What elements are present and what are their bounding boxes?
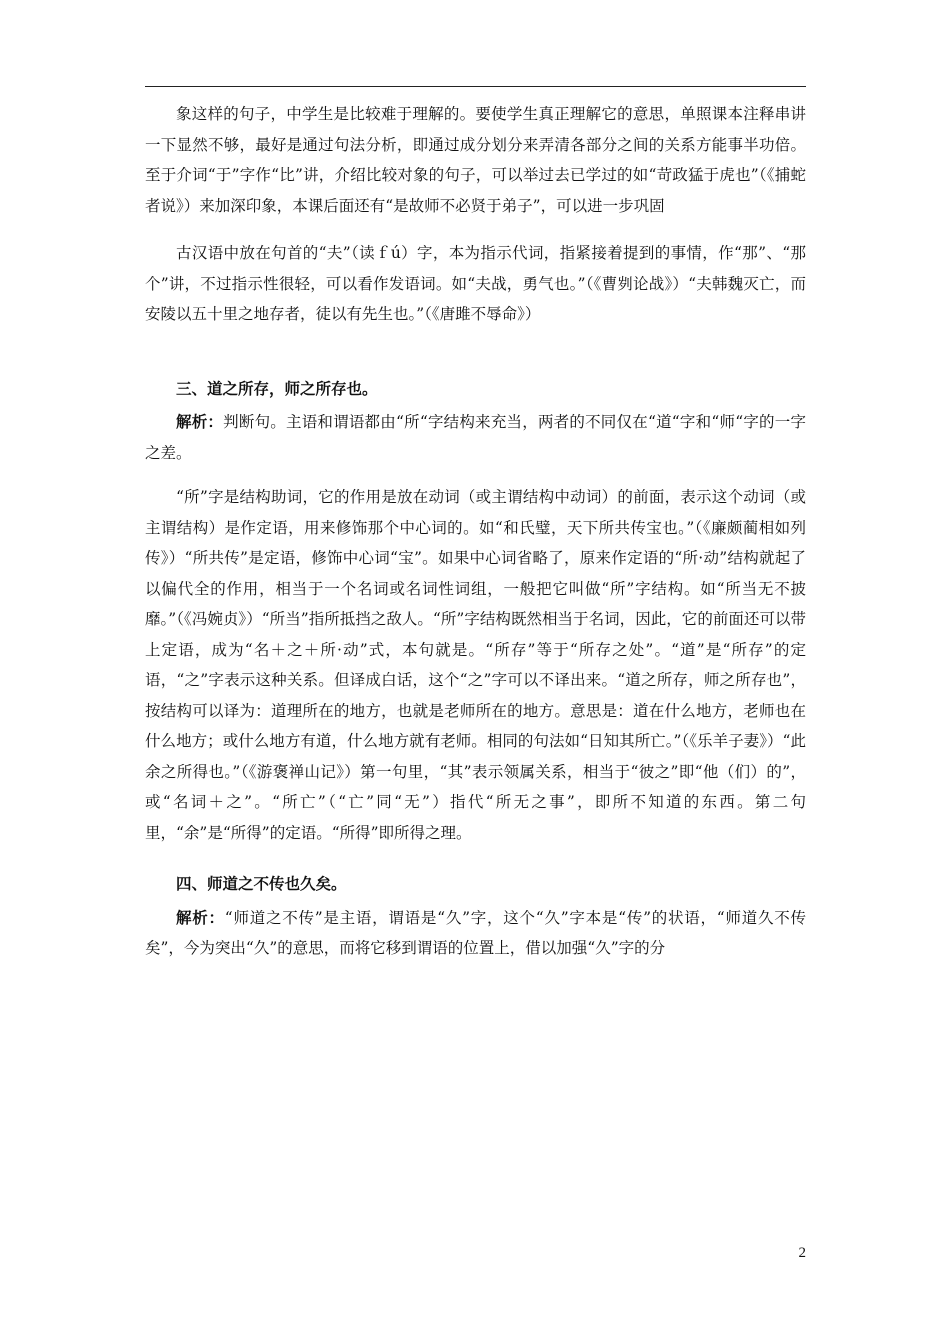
section-heading-4: 四、师道之不传也久矣。 xyxy=(176,874,347,893)
analysis-label: 解析： xyxy=(176,412,224,431)
analysis-3 xyxy=(145,407,806,468)
paragraph-analysis-intro: 象这样的句子，中学生是比较难于理解的。要使学生真正理解它的意思，单照课本注释串讲一下显然不够，最好是通过句法分析，即通过成分划分来弄清各部分之间的关系方能事半功倍。至于介词“于”字作“比”讲，介绍比较对象的句子，可以举过去已学过的如“苛政猛于虎也”（《捕蛇者说》）来加深印象，本课后面还有“是故师不必贤于弟子”，可以进一步巩固 xyxy=(145,105,806,215)
section-heading-3: 三、道之所存，师之所存也。 xyxy=(176,378,378,398)
analysis-label: 解析： xyxy=(176,907,225,927)
analysis-4 xyxy=(145,903,806,964)
analysis-text: “师道之不传”是主语，谓语是“久”字，这个“久”字本是“传”的状语，“师道久不传矣”，今为突出“久”的意思，而将它移到谓语的位置上，借以加强“久”字的分 xyxy=(145,908,806,957)
header-rule xyxy=(145,86,806,87)
document-body xyxy=(145,99,806,964)
analysis-text: 判断句。主语和谓语都由“所“字结构来充当，两者的不同仅在“道“字和“师“字的一字之差。 xyxy=(145,413,806,462)
paragraph-suo-structure: “所”字是结构助词，它的作用是放在动词（或主谓结构中动词）的前面，表示这个动词（或主谓结构）是作定语，用来修饰那个中心词的。如“和氏璧，天下所共传宝也。”（《廉颇蔺相如列传》）“所共传”是定语，修饰中心词“宝”。如果中心词省略了，原来作定语的“所·动”结构就起了以偏代全的作用，相当于一个名词或名词性词组，一般把它叫做“所”字结构。如“所当无不披靡。”（《冯婉贞》）“所当”指所抵挡之敌人。“所”字结构既然相当于名词，因此，它的前面还可以带上定语，成为“名＋之＋所·动”式，本句就是。“所存”等于“所存之处”。“道”是“所存”的定语，“之”字表示这种关系。但译成白话，这个“之”字可以不译出来。“道之所存，师之所存也”，按结构可以译为：道理所在的地方，也就是老师所在的地方。意思是：道在什么地方，老师也在什么地方；或什么地方有道，什么地方就有老师。相同的句法如“日知其所亡。”（《乐羊子妻》）“此余之所得也。”（《游褒禅山记》）第一句里，“其”表示领属关系，相当于“彼之”即“他（们）的”，或“名词＋之”。“所亡”（“亡”同“无”）指代“所无之事”，即所不知道的东西。第二句里，“余”是“所得”的定语。“所得”即所得之理。 xyxy=(145,488,806,842)
page-number: 2 xyxy=(798,1245,806,1261)
paragraph-fu-particle: 古汉语中放在句首的“夫”（读ｆú）字，本为指示代词，指紧接着提到的事情，作“那”、“那个”讲，不过指示性很轻，可以看作发语词。如“夫战，勇气也。”（《曹刿论战》）“夫韩魏灭亡，而安陵以五十里之地存者，徒以有先生也。”（《唐雎不辱命》） xyxy=(145,244,806,323)
